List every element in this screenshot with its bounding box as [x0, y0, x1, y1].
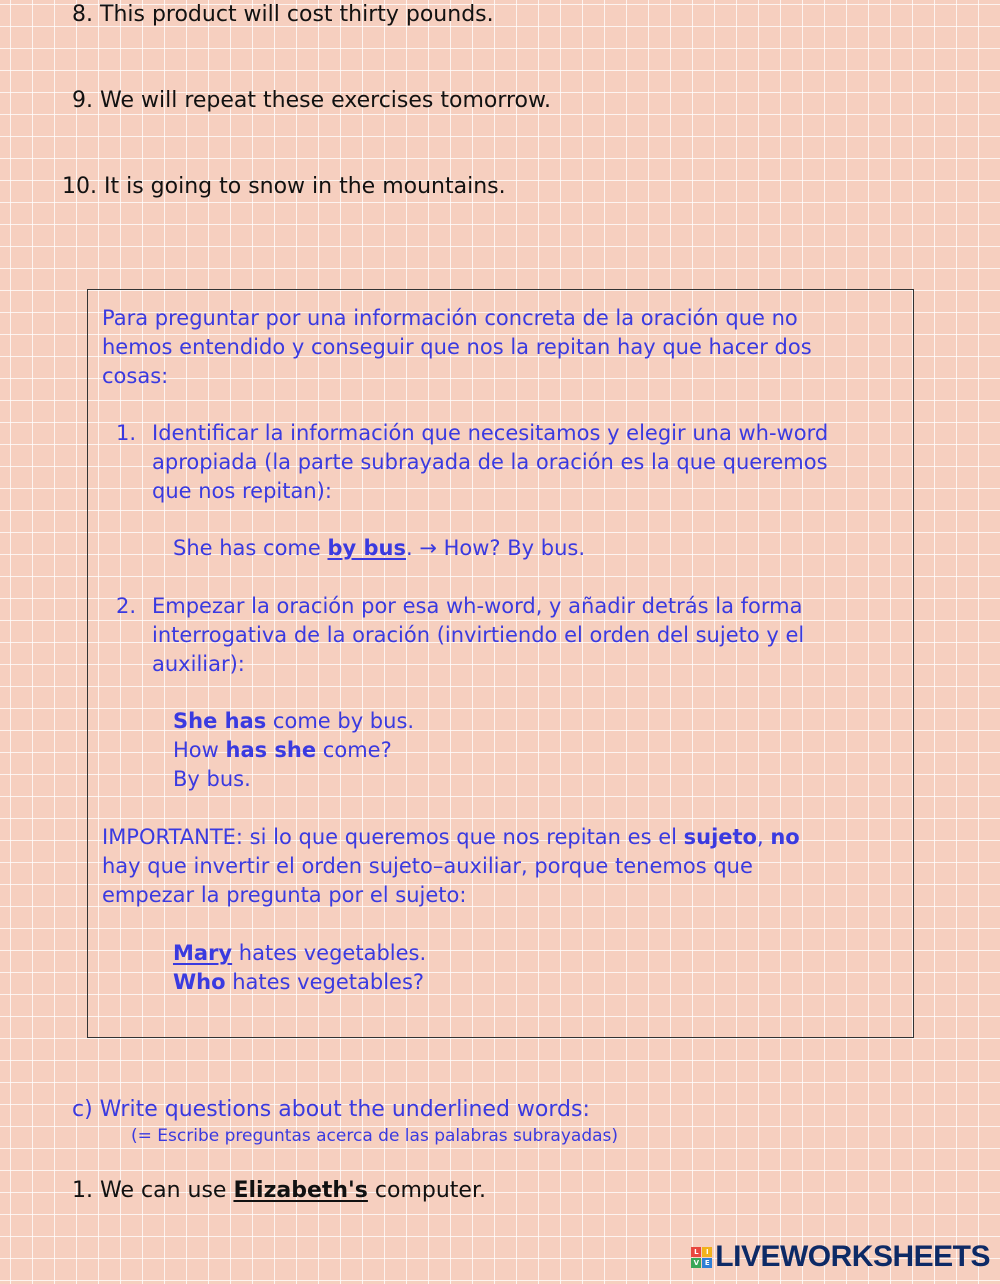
- brand-name: LIVEWORKSHEETS: [715, 1240, 990, 1273]
- section-c-subheading: (= Escribe preguntas acerca de las palabras subrayadas): [131, 1126, 619, 1146]
- exercise-number: 8.: [72, 2, 93, 27]
- example-line: How has she come?: [173, 738, 392, 762]
- step-text-1: Identificar la información que necesitamos y elegir una wh-word apropiada (la parte subrayada de la oración es la que queremos que nos repitan):: [152, 421, 829, 503]
- exercise-8: [72, 2, 494, 27]
- exercise-sentence: This product will cost thirty pounds.: [100, 2, 494, 27]
- liveworksheets-logo[interactable]: [691, 1242, 990, 1272]
- example-line: She has come by bus.: [173, 709, 415, 733]
- underlined-phrase: by bus: [327, 536, 406, 560]
- step-text-2: Empezar la oración por esa wh-word, y añadir detrás la forma interrogativa de la oración (invirtiendo el orden del sujeto y el auxiliar):: [152, 594, 805, 676]
- important-note: IMPORTANTE: si lo que queremos que nos repitan es el sujeto, no hay que invertir el orden sujeto–auxiliar, porque tenemos que empezar la pregunta por el sujeto:: [102, 825, 800, 907]
- example-line: By bus.: [173, 767, 251, 791]
- explanation-intro: Para preguntar por una información concreta de la oración que no hemos entendido y conseguir que nos la repitan hay que hacer dos cosas:: [102, 306, 812, 388]
- example-by-bus: She has come by bus. → How? By bus.: [173, 536, 586, 560]
- exercise-10: [62, 174, 506, 199]
- exercise-sentence: We will repeat these exercises tomorrow.: [100, 88, 551, 113]
- example-line: Mary hates vegetables.: [173, 941, 427, 965]
- exercise-sentence: It is going to snow in the mountains.: [104, 174, 506, 199]
- step-number-2: 2.: [116, 594, 137, 618]
- step-number-1: 1.: [116, 421, 137, 445]
- exercise-c-1: 1. We can use Elizabeth's computer.: [72, 1178, 486, 1203]
- underlined-word: Elizabeth's: [233, 1178, 368, 1203]
- exercise-9: [72, 88, 551, 113]
- example-line: Who hates vegetables?: [173, 970, 425, 994]
- example-inversion: [173, 707, 414, 794]
- example-subject: [173, 939, 426, 997]
- exercise-number: 9.: [72, 88, 93, 113]
- section-c-heading: c) Write questions about the underlined words:: [72, 1097, 590, 1122]
- logo-mark-icon: L I V E: [691, 1247, 712, 1268]
- exercise-number: 1.: [72, 1178, 93, 1203]
- exercise-number: 10.: [62, 174, 97, 199]
